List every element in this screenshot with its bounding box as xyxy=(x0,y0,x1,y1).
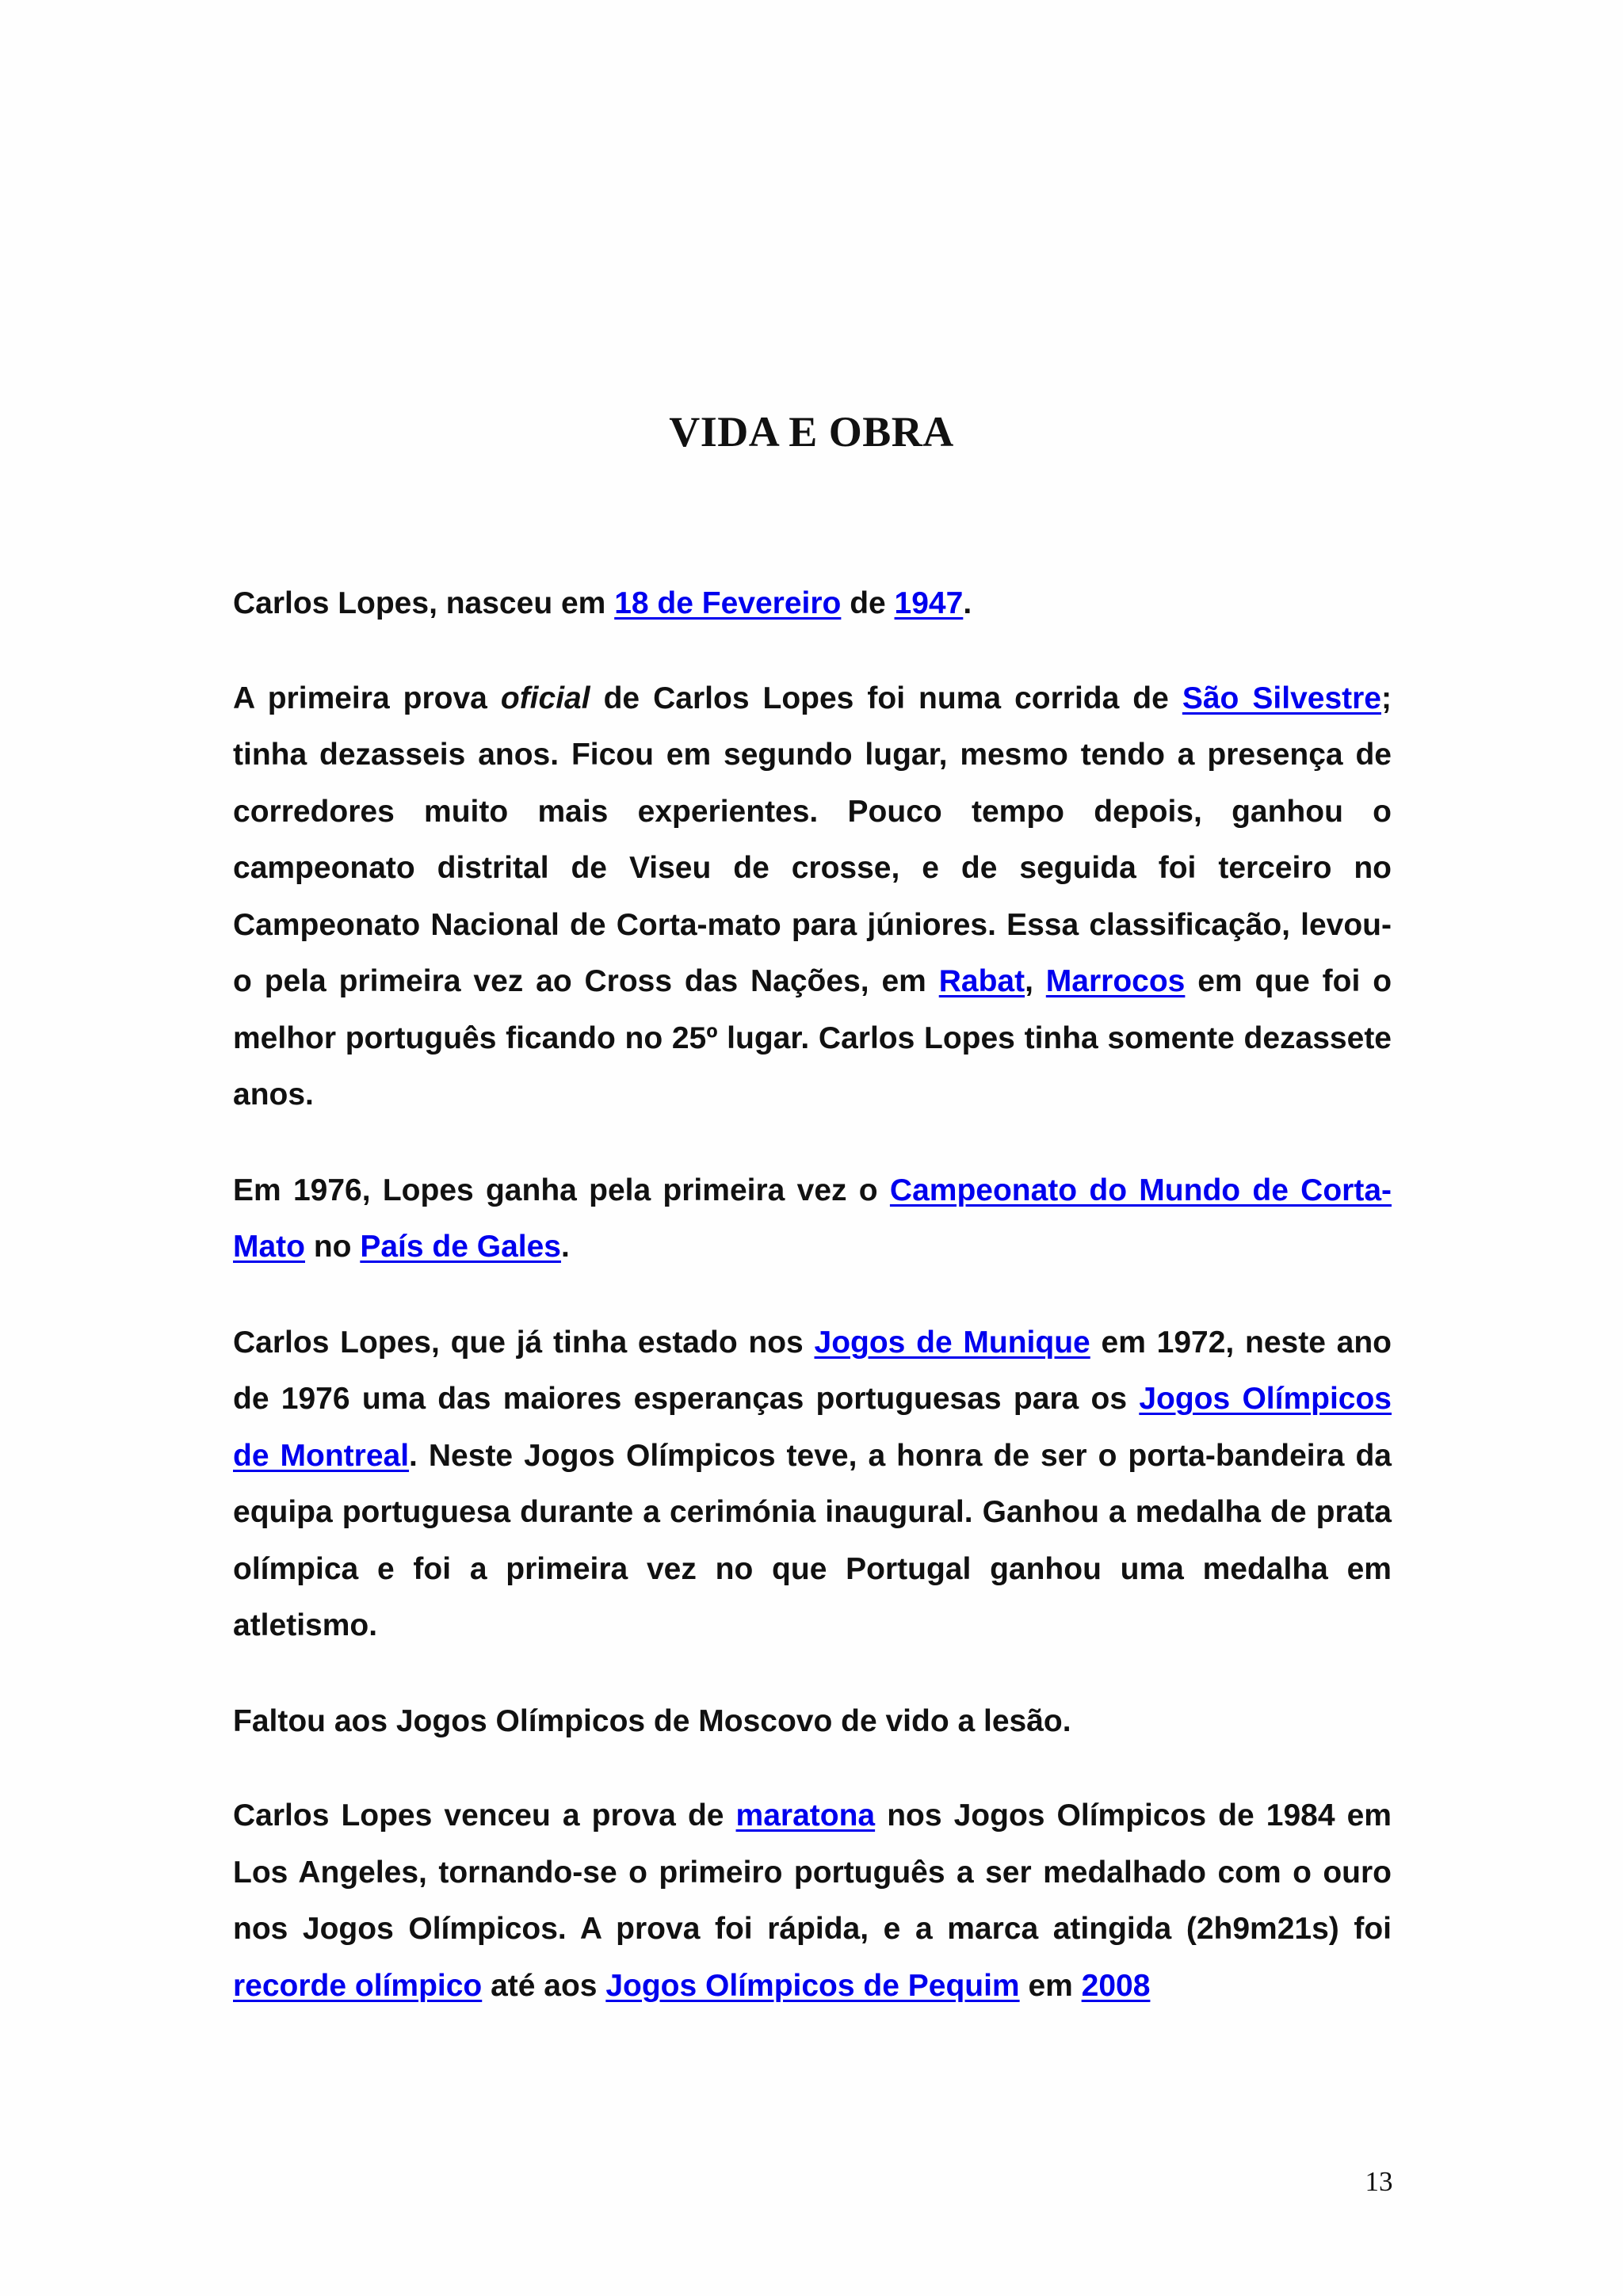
text-span: Carlos Lopes venceu a prova de xyxy=(233,1798,736,1833)
text-span: Faltou aos Jogos Olímpicos de Moscovo de vido a lesão. xyxy=(233,1703,1071,1738)
link-rabat[interactable]: Rabat xyxy=(938,964,1025,998)
link-recorde-olimpico[interactable]: recorde olímpico xyxy=(233,1968,483,2003)
paragraph-moscow xyxy=(233,1693,1392,1750)
link-pais-de-gales[interactable]: País de Gales xyxy=(360,1230,561,1264)
page-title: VIDA E OBRA xyxy=(669,408,954,456)
text-span: . xyxy=(560,1230,570,1264)
link-jogos-olimpicos-de-montreal[interactable]: Jogos Olímpicos de Montreal xyxy=(233,1382,1392,1473)
text-span: de xyxy=(841,586,895,620)
text-span: . Neste Jogos Olímpicos teve, a honra de ser o porta-bandeira da equipa portuguesa durante a cerimónia inaugural. Ganhou a medalha de prata olímpica e foi a primeira vez no que Portugal ganhou uma medalha em atletismo. xyxy=(233,1438,1392,1642)
text-span: ; tinha dezasseis anos. Ficou em segundo lugar, mesmo tendo a presença de corredores muito mais experientes. Pouco tempo depois, ganhou o campeonato distrital de Viseu de crosse, e de seguida foi terceiro no Campeonato Nacional de Corta-mato para júniores. Essa classificação, levou-o pela primeira vez ao Cross das Nações, em xyxy=(233,681,1392,998)
text-span: em 1972, neste ano de 1976 uma das maiores esperanças portuguesas para os xyxy=(233,1325,1392,1416)
text-span: no xyxy=(305,1230,361,1264)
text-span: até aos xyxy=(482,1968,606,2003)
emphasis-oficial: oficial xyxy=(500,681,590,715)
paragraph-first-race xyxy=(233,670,1392,1123)
link-1947[interactable]: 1947 xyxy=(894,586,964,620)
link-sao-silvestre[interactable]: São Silvestre xyxy=(1182,681,1381,715)
paragraph-birth xyxy=(233,575,1392,632)
link-jogos-olimpicos-de-pequim[interactable]: Jogos Olímpicos de Pequim xyxy=(605,1968,1020,2003)
text-span: em xyxy=(1019,1968,1082,2003)
paragraph-1976-world-cross xyxy=(233,1162,1392,1276)
text-span: Carlos Lopes, nasceu em xyxy=(233,586,615,620)
text-span: , xyxy=(1025,964,1046,998)
link-jogos-de-munique[interactable]: Jogos de Munique xyxy=(814,1325,1090,1360)
link-marrocos[interactable]: Marrocos xyxy=(1045,964,1186,998)
paragraph-los-angeles xyxy=(233,1787,1392,2014)
paragraph-montreal xyxy=(233,1314,1392,1654)
document-body xyxy=(233,575,1392,2053)
text-span: Em 1976, Lopes ganha pela primeira vez o xyxy=(233,1173,890,1207)
text-span: Carlos Lopes, que já tinha estado nos xyxy=(233,1325,815,1360)
text-span: A primeira prova xyxy=(233,681,501,715)
text-span: de Carlos Lopes foi numa corrida de xyxy=(590,681,1182,715)
text-span: . xyxy=(963,586,972,620)
link-2008[interactable]: 2008 xyxy=(1081,1968,1151,2003)
text-span: nos Jogos Olímpicos de 1984 em Los Angeles, tornando-se o primeiro português a ser medalhado com o ouro nos Jogos Olímpicos. A prova foi rápida, e a marca atingida (2h9m21s) foi xyxy=(233,1798,1392,1946)
link-campeonato-do-mundo-de-corta-mato[interactable]: Campeonato do Mundo de Corta-Mato xyxy=(233,1173,1392,1264)
link-18-de-fevereiro[interactable]: 18 de Fevereiro xyxy=(614,586,842,620)
page-number: 13 xyxy=(1365,2166,1393,2197)
link-maratona[interactable]: maratona xyxy=(735,1798,876,1833)
text-span: em que foi o melhor português ficando no 25º lugar. Carlos Lopes tinha somente dezassete anos. xyxy=(233,964,1392,1112)
